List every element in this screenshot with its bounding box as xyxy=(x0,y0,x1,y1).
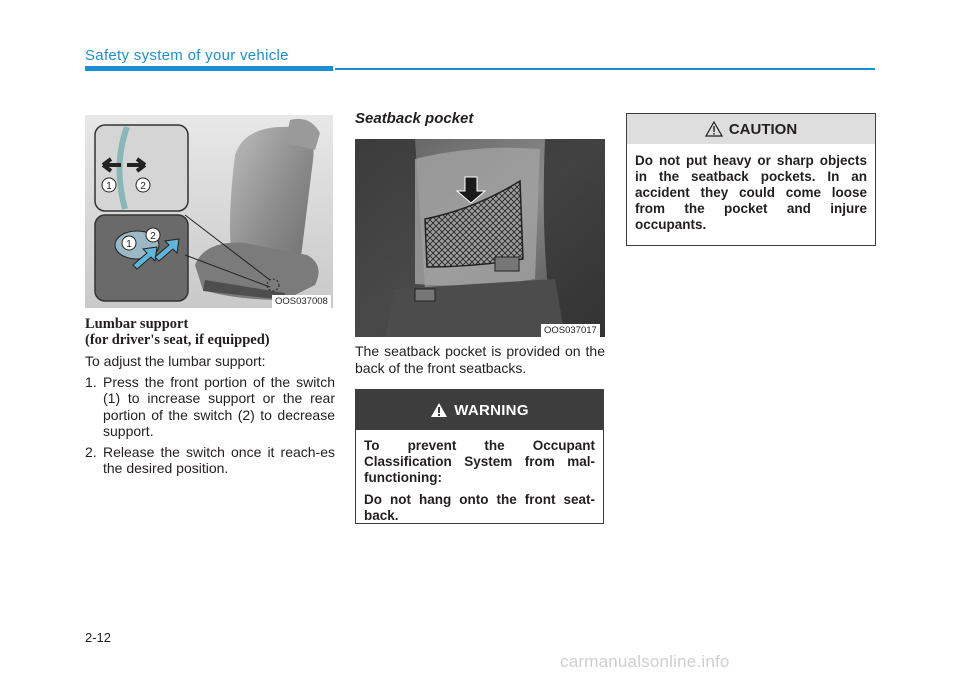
warning-text-2: Do not hang onto the front seat-back. xyxy=(364,492,595,523)
warning-label: WARNING xyxy=(454,401,529,419)
svg-text:2: 2 xyxy=(150,231,156,242)
watermark: carmanualsonline.info xyxy=(560,652,730,671)
seatback-title: Seatback pocket xyxy=(355,110,474,127)
inset-callout-1: 1 xyxy=(106,181,112,192)
inset-callout-2: 2 xyxy=(140,181,146,192)
step-text: Press the front portion of the switch (1) to increase support or the rear portion of the switch (2) to decrease support. xyxy=(103,373,335,439)
caution-header xyxy=(627,114,875,144)
warning-header xyxy=(356,390,603,430)
lumbar-subheading: (for driver's seat, if equipped) xyxy=(85,332,270,348)
warning-box xyxy=(355,389,604,524)
header-accent-bar xyxy=(85,66,333,71)
section-header: Safety system of your vehicle xyxy=(85,47,289,64)
seatback-body: The seatback pocket is provided on the back of the front seatbacks. xyxy=(355,343,605,376)
figure-code-1: OOS037008 xyxy=(272,295,331,308)
lumbar-section xyxy=(85,316,335,477)
figure-code-2: OOS037017 xyxy=(541,324,600,337)
page-number: 2-12 xyxy=(85,630,112,645)
list-item xyxy=(85,444,335,477)
lumbar-intro: To adjust the lumbar support: xyxy=(85,353,266,369)
list-item xyxy=(85,374,335,440)
seatback-photo xyxy=(355,139,605,337)
step-number: 1. xyxy=(85,373,97,390)
caution-label: CAUTION xyxy=(728,120,798,138)
caution-text: Do not put heavy or sharp objects in the seatback pockets. In an accident they could come loose from the pocket and injure occupants. xyxy=(635,153,867,232)
seat-illustration xyxy=(85,115,333,308)
warning-triangle-icon xyxy=(430,402,448,418)
seatback-pocket-figure xyxy=(355,139,605,337)
step-number: 2. xyxy=(85,443,97,460)
warning-body xyxy=(356,430,603,524)
header-rule xyxy=(335,68,875,70)
step-text: Release the switch once it reach-es the desired position. xyxy=(103,443,335,476)
caution-triangle-icon xyxy=(705,121,723,137)
lumbar-seat-figure xyxy=(85,115,333,308)
svg-text:1: 1 xyxy=(126,239,132,250)
caution-box xyxy=(626,113,876,246)
lumbar-heading: Lumbar support xyxy=(85,316,189,332)
warning-text-1: To prevent the Occupant Classification System from mal-functioning: xyxy=(364,438,595,485)
